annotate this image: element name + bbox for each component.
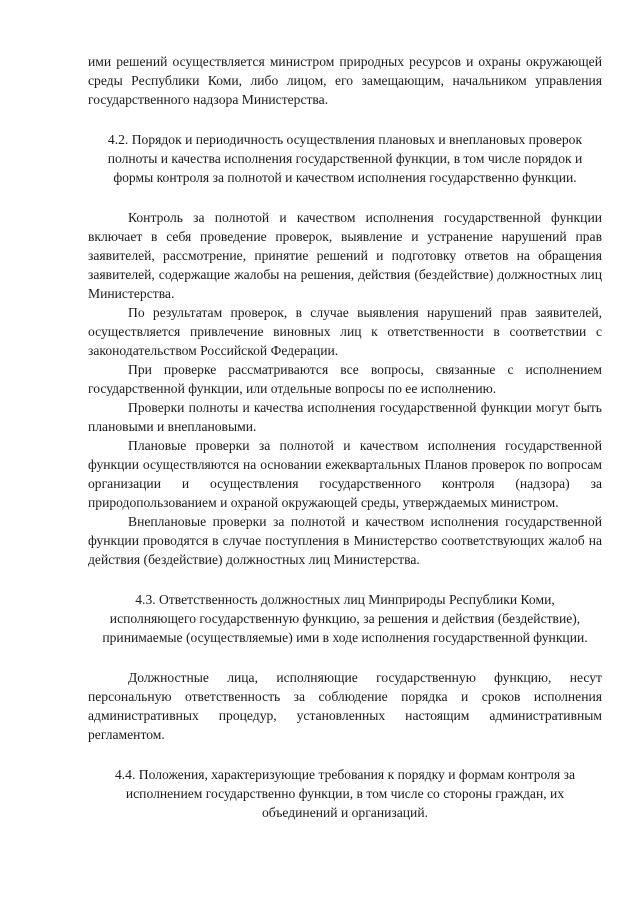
paragraph-inspection-questions: При проверке рассматриваются все вопросы, связанные с исполнением государственной функции, или отдельные вопросы по ее исполнению. — [88, 362, 602, 396]
section-heading-4-2: 4.2. Порядок и периодичность осуществления плановых и внеплановых проверок полноты и качества исполнения государственной функции, в том числе порядок и формы контроля за полнотой и качеством исполнения государственно функции. — [107, 132, 583, 185]
paragraph-inspection-types: Проверки полноты и качества исполнения государственной функции могут быть плановыми и внеплановыми. — [88, 400, 602, 434]
paragraph-violation-results: По результатам проверок, в случае выявления нарушений прав заявителей, осуществляется привлечение виновных лиц к ответственности в соответствии с законодательством Российской Федерации. — [88, 305, 602, 358]
section-heading-4-4: 4.4. Положения, характеризующие требования к порядку и формам контроля за исполнением государственно функции, в том числе со стороны граждан, их объединений и организаций. — [114, 767, 575, 820]
paragraph-continuation: ими решений осуществляется министром природных ресурсов и охраны окружающей среды Республики Коми, либо лицом, его замещающим, начальником управления государственного надзора Министерства. — [88, 54, 602, 107]
document-page — [88, 52, 602, 822]
paragraph-control-scope: Контроль за полнотой и качеством исполнения государственной функции включает в себя проведение проверок, выявление и устранение нарушений прав заявителей, рассмотрение, принятие решений и подготовку ответов на обращения заявителей, содержащие жалобы на решения, действия (бездействие) должностных лиц Министерства. — [88, 210, 602, 301]
paragraph-unplanned-inspections: Внеплановые проверки за полнотой и качеством исполнения государственной функции проводятся в случае поступления в Министерство соответствующих жалоб на действия (бездействие) должностных лиц Министерства. — [88, 514, 602, 567]
paragraph-officials-responsibility: Должностные лица, исполняющие государственную функцию, несут персональную ответственность за соблюдение порядка и сроков исполнения административных процедур, установленных настоящим административным регламентом. — [88, 670, 602, 742]
paragraph-planned-inspections: Плановые проверки за полнотой и качеством исполнения государственной функции осуществляются на основании ежеквартальных Планов проверок по вопросам организации и осуществления государственного контроля (надзора) за природопользованием и охраной окружающей среды, утверждаемых министром. — [88, 438, 602, 510]
section-heading-4-3: 4.3. Ответственность должностных лиц Минприроды Республики Коми, исполняющего государственную функцию, за решения и действия (бездействие), принимаемые (осуществляемые) ими в ходе исполнения государственной функции. — [102, 592, 588, 645]
